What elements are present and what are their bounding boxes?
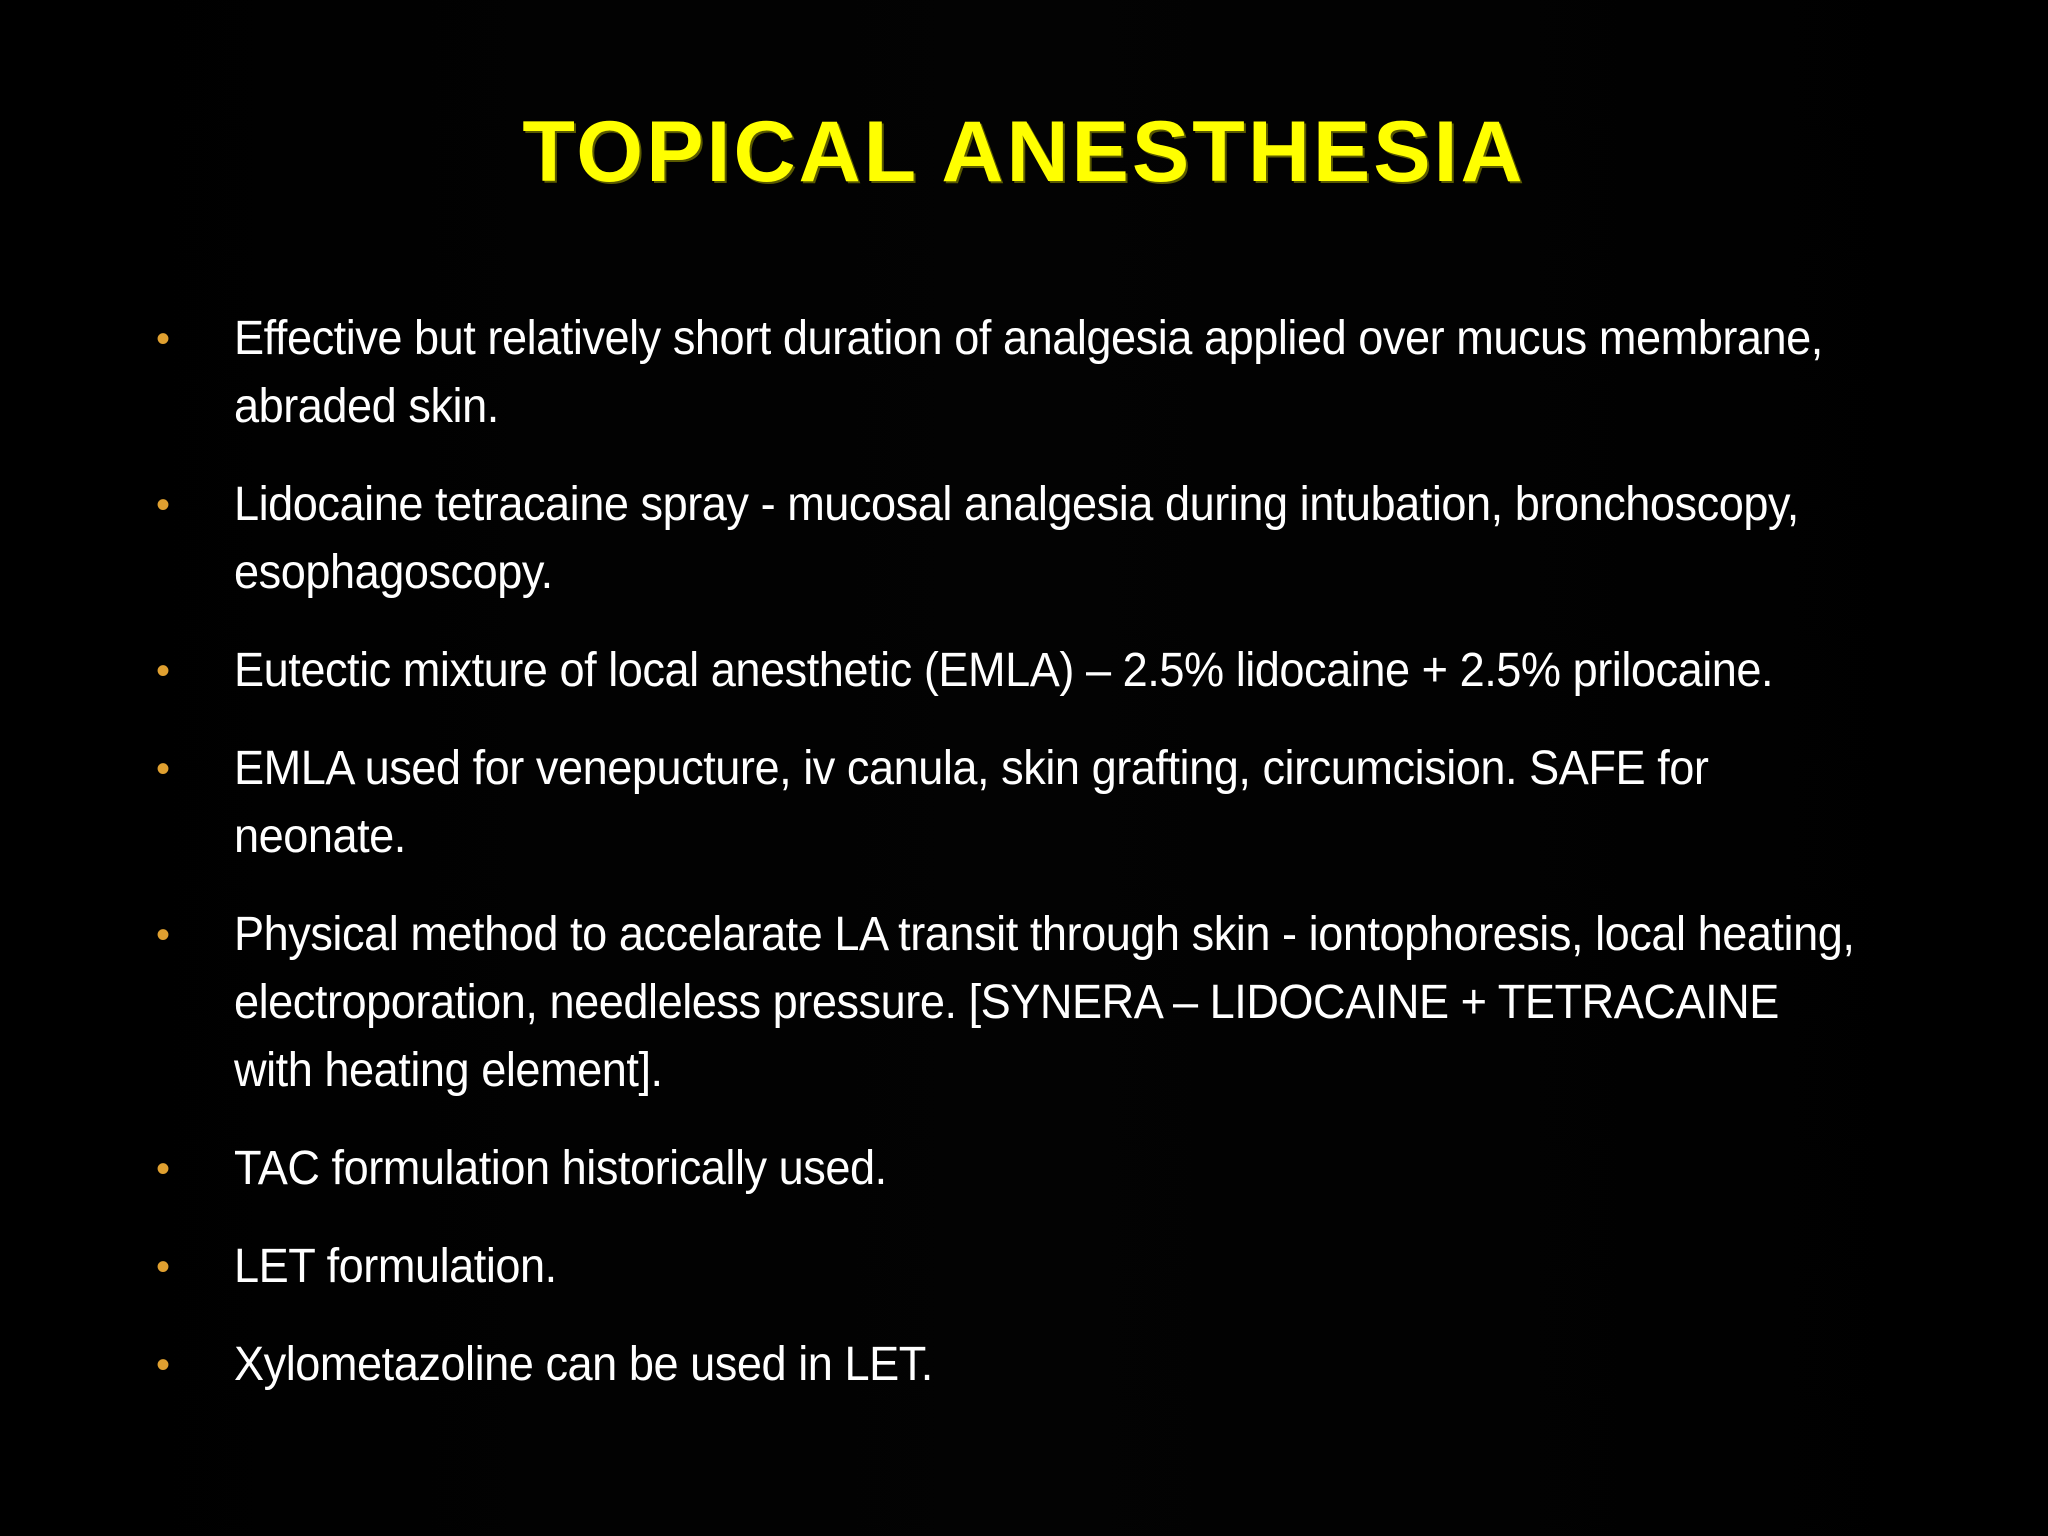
bullet-text: Xylometazoline can be used in LET. <box>234 1338 933 1391</box>
bullet-item <box>0 1233 2048 1301</box>
bullet-list <box>0 305 2048 1429</box>
bullet-dot-icon: • <box>156 1245 171 1289</box>
bullet-text: EMLA used for venepucture, iv canula, skin grafting, circumcision. SAFE for neonate. <box>234 742 1709 863</box>
bullet-dot-icon: • <box>156 649 171 693</box>
bullet-dot-icon: • <box>156 1343 171 1387</box>
bullet-dot-icon: • <box>156 1147 171 1191</box>
bullet-dot-icon: • <box>156 747 171 791</box>
bullet-item <box>0 1331 2048 1399</box>
bullet-item <box>0 735 2048 871</box>
bullet-text: Physical method to accelarate LA transit through skin - iontophoresis, local heating, electroporation, needleless pressure. [SYNERA – LIDOCAINE + TETRACAINE with heating element]. <box>234 908 1855 1097</box>
bullet-text: Lidocaine tetracaine spray - mucosal analgesia during intubation, bronchoscopy, esophagoscopy. <box>234 478 1799 599</box>
bullet-dot-icon: • <box>156 483 171 527</box>
bullet-item <box>0 637 2048 705</box>
bullet-item <box>0 305 2048 441</box>
bullet-text: LET formulation. <box>234 1240 557 1293</box>
bullet-dot-icon: • <box>156 913 171 957</box>
bullet-dot-icon: • <box>156 317 171 361</box>
bullet-item <box>0 901 2048 1105</box>
bullet-text: Eutectic mixture of local anesthetic (EMLA) – 2.5% lidocaine + 2.5% prilocaine. <box>234 644 1774 697</box>
bullet-text: Effective but relatively short duration of analgesia applied over mucus membrane, abraded skin. <box>234 312 1823 433</box>
bullet-text: TAC formulation historically used. <box>234 1142 887 1195</box>
bullet-item <box>0 1135 2048 1203</box>
slide-title: TOPICAL ANESTHESIA <box>522 104 1526 200</box>
bullet-item <box>0 471 2048 607</box>
